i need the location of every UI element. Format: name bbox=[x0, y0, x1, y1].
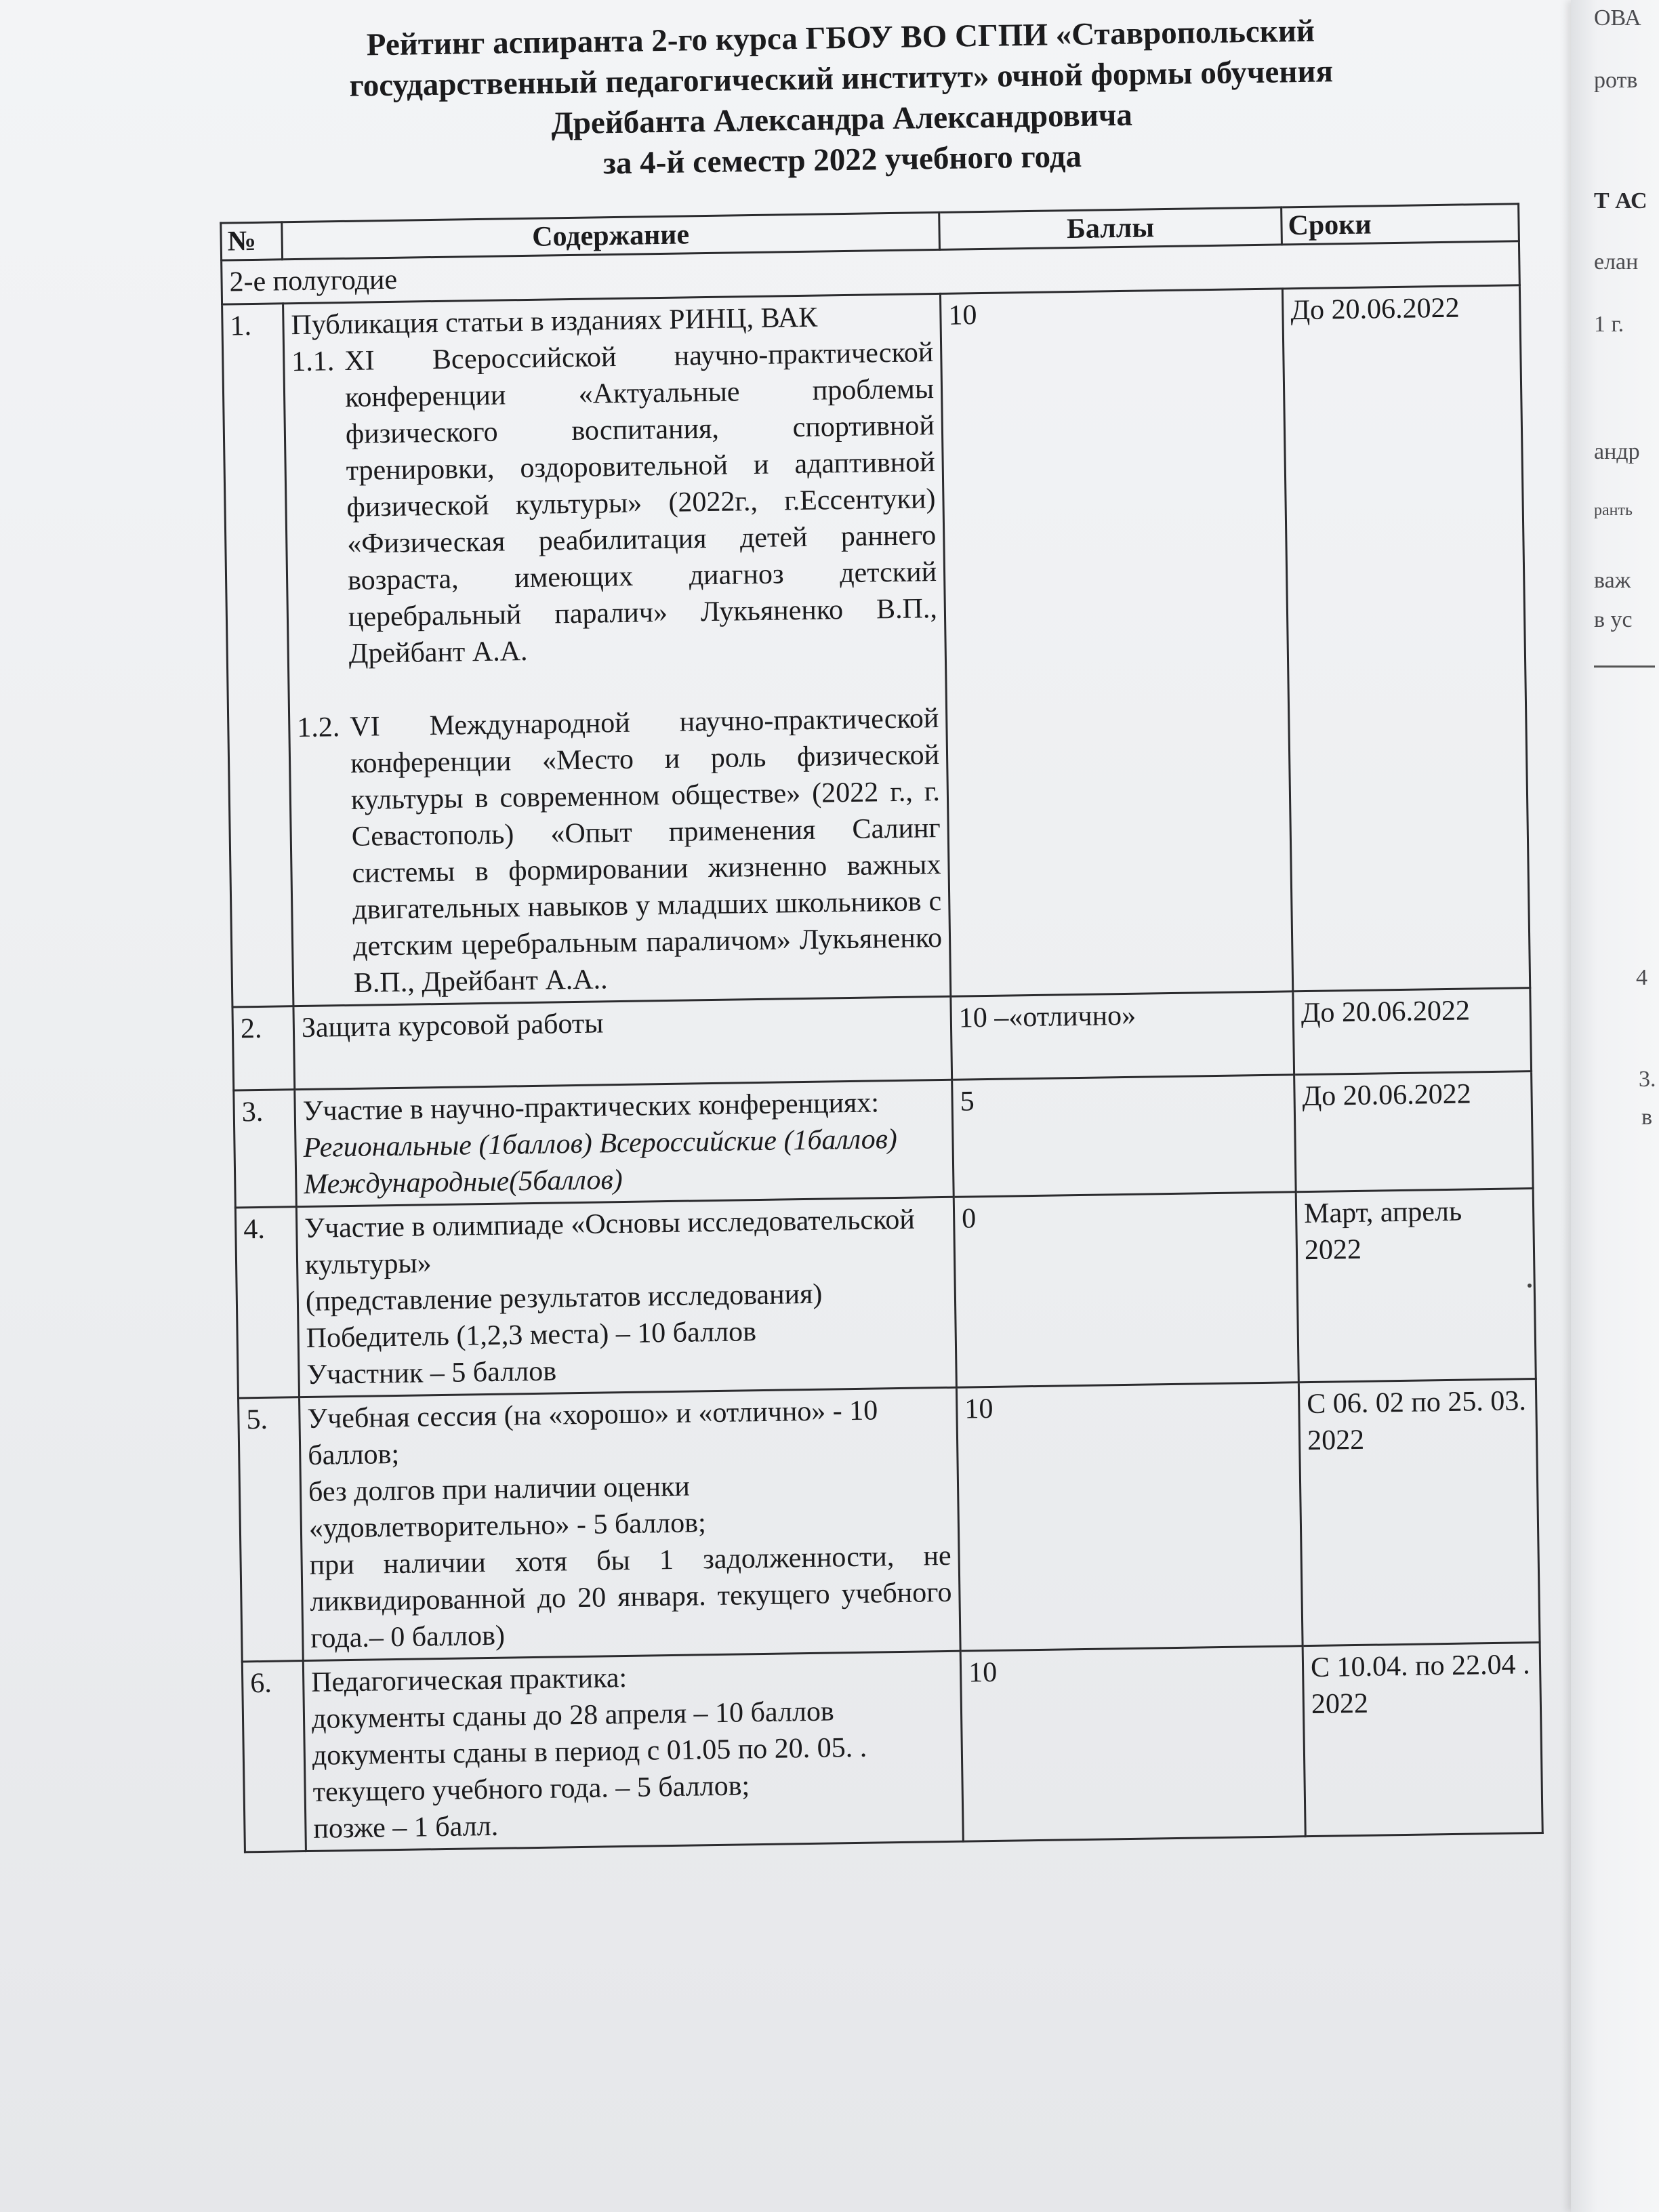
row-text: (представление результатов исследования) bbox=[305, 1278, 823, 1317]
side-fragment: 3. bbox=[1639, 1067, 1656, 1092]
row-text: без долгов при наличии оценки «удовлетворительно» - 5 баллов; bbox=[308, 1471, 707, 1544]
side-fragment: ОВА bbox=[1594, 5, 1641, 30]
side-fragment: 1 г. bbox=[1594, 312, 1624, 337]
row-title: Публикация статьи в изданиях РИНЦ, ВАК bbox=[291, 302, 818, 342]
row-content bbox=[296, 1197, 956, 1397]
header-num: № bbox=[221, 222, 283, 260]
table-row bbox=[242, 1643, 1542, 1852]
title-line: Дрейбанта Александра Александровича bbox=[551, 97, 1133, 142]
rating-table bbox=[220, 203, 1543, 1853]
side-rule bbox=[1594, 665, 1655, 668]
row-text: Победитель (1,2,3 места) – 10 баллов bbox=[306, 1316, 757, 1354]
row-num: 5. bbox=[239, 1397, 304, 1662]
side-fragment: андр bbox=[1594, 439, 1640, 464]
row-points: 10 bbox=[956, 1382, 1303, 1651]
row-points: 10 bbox=[940, 289, 1292, 996]
title-line: Рейтинг аспиранта 2-го курса ГБОУ ВО СГПИ «Ставропольский bbox=[366, 13, 1315, 63]
row-text: Участник – 5 баллов bbox=[306, 1355, 557, 1391]
row-num: 4. bbox=[235, 1207, 299, 1398]
row-terms: С 10.04. по 22.04 . 2022 bbox=[1303, 1643, 1542, 1837]
header-content: Содержание bbox=[282, 212, 940, 259]
row-text-italic: Международные(5баллов) bbox=[304, 1164, 623, 1200]
row-points: 10 bbox=[960, 1646, 1305, 1841]
sub-item-num: 1.2. bbox=[297, 712, 340, 744]
sub-item-num: 1.1. bbox=[291, 346, 335, 378]
row-content bbox=[300, 1387, 961, 1660]
row-text: при наличии хотя бы 1 задолженности, не ликвидированной до 20 января. текущего учебного года.– 0 баллов) bbox=[309, 1540, 952, 1654]
row-text: Педагогическая практика: bbox=[310, 1662, 628, 1698]
row-text: документы сданы в период с 01.05 по 20. 05. . текущего учебного года. – 5 баллов; bbox=[312, 1732, 867, 1808]
sub-item-text: VI Международной научно-практической конференции «Место и роль физической культуры в современном обществе» (2022 г., г. Севастополь) «Опыт применения Салинг системы в формировании жизненно важных двигательных навыков у младших школьников с детским церебральным параличом» Лукьяненко В.П., Дрейбант А.А.. bbox=[350, 703, 943, 999]
table-row bbox=[239, 1379, 1540, 1662]
row-text: Учебная сессия (на «хорошо» и «отлично» - 10 баллов; bbox=[307, 1395, 878, 1471]
row-content: Защита курсовой работы bbox=[293, 996, 952, 1089]
half-year-label: 2-е полугодие bbox=[222, 241, 1520, 304]
row-num: 1. bbox=[222, 304, 293, 1007]
rating-document bbox=[203, 7, 1559, 1853]
header-points: Баллы bbox=[939, 207, 1282, 249]
side-fragment: в ус bbox=[1594, 607, 1633, 632]
side-fragment: ротв bbox=[1594, 68, 1638, 93]
table-row bbox=[222, 285, 1530, 1007]
row-points: 0 bbox=[954, 1192, 1298, 1387]
row-points: 5 bbox=[952, 1075, 1296, 1197]
row-terms: До 20.06.2022 bbox=[1282, 285, 1530, 991]
row-terms: Март, апрель 2022 bbox=[1296, 1189, 1536, 1382]
row-text: документы сданы до 28 апреля – 10 баллов bbox=[311, 1696, 835, 1735]
table-row bbox=[235, 1189, 1536, 1398]
adjacent-page-edge bbox=[1571, 0, 1659, 2212]
side-fragment: елан bbox=[1594, 249, 1639, 274]
row-text: позже – 1 балл. bbox=[313, 1810, 499, 1845]
row-content bbox=[283, 293, 951, 1006]
side-fragment: важ bbox=[1594, 568, 1631, 593]
document-title bbox=[203, 8, 1479, 190]
row-num: 3. bbox=[234, 1090, 297, 1208]
row-terms: До 20.06.2022 bbox=[1294, 1071, 1534, 1192]
row-text-italic: Региональные (1баллов) Всероссийские (1баллов) bbox=[303, 1123, 898, 1164]
row-content bbox=[303, 1651, 963, 1851]
row-points: 10 –«отлично» bbox=[951, 991, 1294, 1080]
row-num: 2. bbox=[232, 1006, 295, 1090]
side-fragment: Т АС bbox=[1594, 188, 1647, 213]
sub-item-text: XI Всероссийской научно-практической конференции «Актуальные проблемы физического воспитания, спортивной тренировки, оздоровительной и адаптивной физической культуры» (2022г., г.Ессентуки) «Физическая реабилитация детей раннего возраста, имеющих диагноз детский церебральный паралич» Лукьяненко В.П., Дрейбант А.А. bbox=[344, 337, 938, 670]
header-terms: Сроки bbox=[1282, 204, 1519, 245]
paper-speck bbox=[1528, 1284, 1532, 1288]
row-text: Участие в олимпиаде «Основы исследовательской культуры» bbox=[304, 1204, 916, 1281]
side-fragment: в bbox=[1641, 1105, 1653, 1130]
row-terms: С 06. 02 по 25. 03. 2022 bbox=[1298, 1379, 1540, 1646]
title-line: государственный педагогический институт» очной формы обучения bbox=[349, 54, 1334, 104]
row-content bbox=[295, 1080, 954, 1206]
side-fragment: ранть bbox=[1594, 501, 1633, 519]
row-num: 6. bbox=[242, 1661, 306, 1852]
side-fragment: 4 bbox=[1636, 965, 1647, 990]
row-text: Участие в научно-практических конференциях: bbox=[302, 1087, 880, 1127]
table-row bbox=[234, 1071, 1533, 1208]
title-line: за 4-й семестр 2022 учебного года bbox=[602, 138, 1082, 182]
row-terms: До 20.06.2022 bbox=[1293, 988, 1532, 1075]
